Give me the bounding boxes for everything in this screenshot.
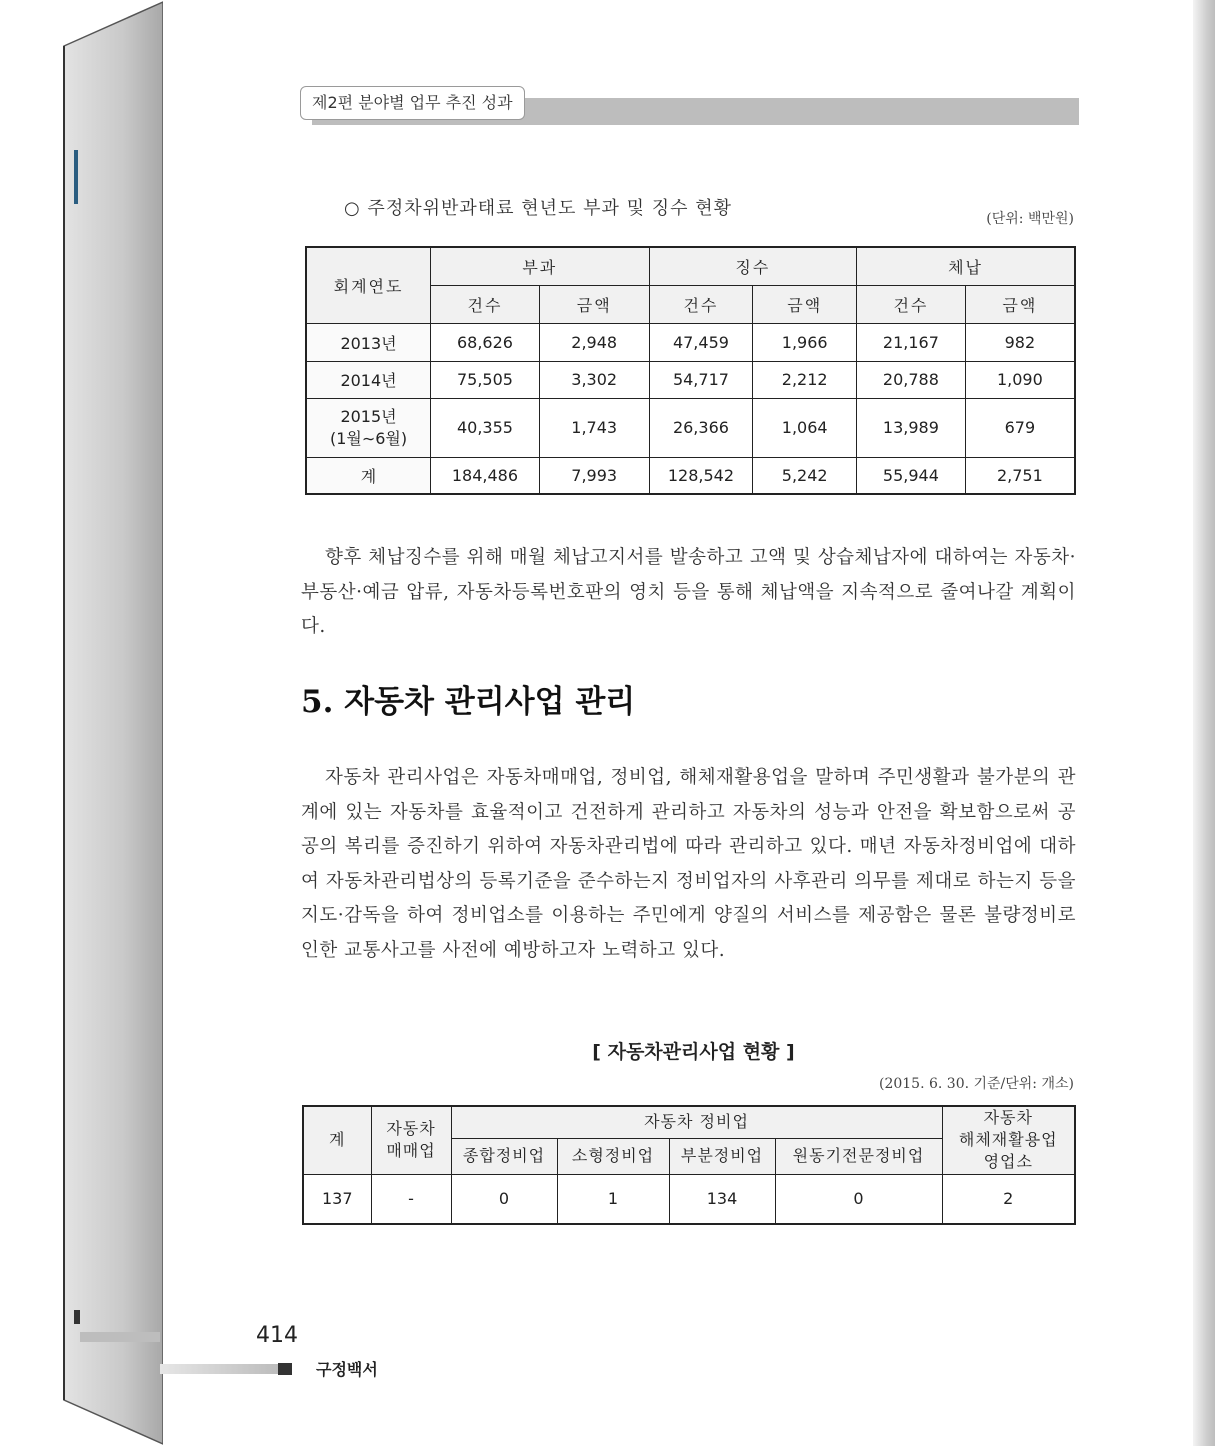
value-cell: 2,751 (965, 457, 1075, 494)
scrap-header (942, 1106, 1075, 1174)
value-cell: 68,626 (431, 323, 540, 361)
table1-title: ○ 주정차위반과태료 현년도 부과 및 징수 현황 (344, 198, 733, 219)
footer-square (278, 1363, 292, 1375)
value-cell: 13,989 (857, 398, 966, 457)
subcol-header: 금액 (753, 285, 857, 323)
value-cell: 26,366 (649, 398, 753, 457)
table-row (306, 398, 1075, 457)
value-cell: 134 (669, 1174, 775, 1224)
repair-subheader: 종합정비업 (451, 1138, 557, 1174)
value-cell: 184,486 (431, 457, 540, 494)
subcol-header: 건수 (857, 285, 966, 323)
value-cell: 2 (942, 1174, 1075, 1224)
page-number: 414 (256, 1323, 298, 1348)
table2-title (0, 1037, 1215, 1064)
value-cell: 47,459 (649, 323, 753, 361)
year-cell: 2014년 (306, 361, 431, 398)
table-row (303, 1174, 1075, 1224)
value-cell: 2,212 (753, 361, 857, 398)
group-header: 징수 (649, 247, 857, 285)
table2-unit: (2015. 6. 30. 기준/단위: 개소) (878, 1076, 1074, 1092)
scrap-header-line: 영업소 (983, 1152, 1033, 1172)
repair-subheader: 원동기전문정비업 (775, 1138, 942, 1174)
sales-header-line: 자동차 (386, 1119, 436, 1139)
fine-table (305, 246, 1076, 495)
col-year-header: 회계연도 (306, 247, 431, 323)
value-cell: 0 (451, 1174, 557, 1224)
value-cell: 679 (965, 398, 1075, 457)
year-label: 2015년 (340, 406, 397, 426)
table-row (306, 323, 1075, 361)
paragraph-text: 자동차 관리사업은 자동차매매업, 정비업, 해체재활용업을 말하며 주민생활과 불가분의 관계에 있는 자동차를 효율적이고 건전하게 관리하고 자동차의 성능과 안전을 확보함으로써 공공의 복리를 증진하기 위하여 자동차관리법에 따라 관리하고 있다. 매년 자동차정비업에 대하여 자동차관리법상의 등록기준을 준수하는지 정비업자의 사후관리 의무를 제대로 하는지 등을 지도·감독을 하여 정비업소를 이용하는 주민에게 양질의 서비스를 제공함은 물론 불량정비로 인한 교통사고를 사전에 예방하고자 노력하고 있다. (301, 767, 1076, 961)
value-cell: 1,966 (753, 323, 857, 361)
book-title: 구정백서 (316, 1360, 378, 1379)
year-cell: 2013년 (306, 323, 431, 361)
value-cell: 7,993 (539, 457, 649, 494)
value-cell: 54,717 (649, 361, 753, 398)
value-cell: 982 (965, 323, 1075, 361)
table1-unit: (단위: 백만원) (986, 211, 1074, 227)
value-cell: - (371, 1174, 451, 1224)
table2-title-text: [ 자동차관리사업 현황 ] (592, 1041, 795, 1063)
total-header: 계 (303, 1106, 371, 1174)
paragraph-vehicle-business (301, 761, 1076, 968)
table-row (306, 361, 1075, 398)
subcol-header: 금액 (539, 285, 649, 323)
sales-header (371, 1106, 451, 1174)
group-header: 체납 (857, 247, 1075, 285)
subcol-header: 건수 (431, 285, 540, 323)
value-cell: 2,948 (539, 323, 649, 361)
subcol-header: 금액 (965, 285, 1075, 323)
value-cell: 75,505 (431, 361, 540, 398)
repair-subheader: 소형정비업 (557, 1138, 669, 1174)
value-cell: 3,302 (539, 361, 649, 398)
sales-header-line: 매매업 (386, 1141, 436, 1161)
paragraph-text: 향후 체납징수를 위해 매월 체납고지서를 발송하고 고액 및 상습체납자에 대하여는 자동차·부동산·예금 압류, 자동차등록번호판의 영치 등을 통해 체납액을 지속적으로 줄여나갈 계획이다. (301, 547, 1076, 637)
section-heading: 5. 자동차 관리사업 관리 (301, 684, 636, 720)
value-cell: 137 (303, 1174, 371, 1224)
book-spine (0, 0, 165, 1446)
value-cell: 1,743 (539, 398, 649, 457)
paragraph-arrears (301, 541, 1076, 645)
value-cell: 1,090 (965, 361, 1075, 398)
scrap-header-line: 해체재활용업 (958, 1130, 1058, 1150)
value-cell: 1,064 (753, 398, 857, 457)
total-row (306, 457, 1075, 494)
repair-header: 자동차 정비업 (451, 1106, 942, 1138)
page-edge (1193, 0, 1215, 1446)
vehicle-business-table (302, 1105, 1076, 1225)
subcol-header: 건수 (649, 285, 753, 323)
value-cell: 1 (557, 1174, 669, 1224)
value-cell: 21,167 (857, 323, 966, 361)
repair-subheader: 부분정비업 (669, 1138, 775, 1174)
value-cell: 128,542 (649, 457, 753, 494)
value-cell: 5,242 (753, 457, 857, 494)
value-cell: 0 (775, 1174, 942, 1224)
footer-bar (160, 1364, 280, 1374)
year-cell: 계 (306, 457, 431, 494)
value-cell: 55,944 (857, 457, 966, 494)
group-header: 부과 (431, 247, 649, 285)
scrap-header-line: 자동차 (983, 1108, 1033, 1128)
chapter-tab: 제2편 분야별 업무 추진 성과 (300, 86, 525, 120)
year-sublabel: (1월∼6월) (329, 428, 408, 448)
value-cell: 20,788 (857, 361, 966, 398)
year-cell (306, 398, 431, 457)
value-cell: 40,355 (431, 398, 540, 457)
